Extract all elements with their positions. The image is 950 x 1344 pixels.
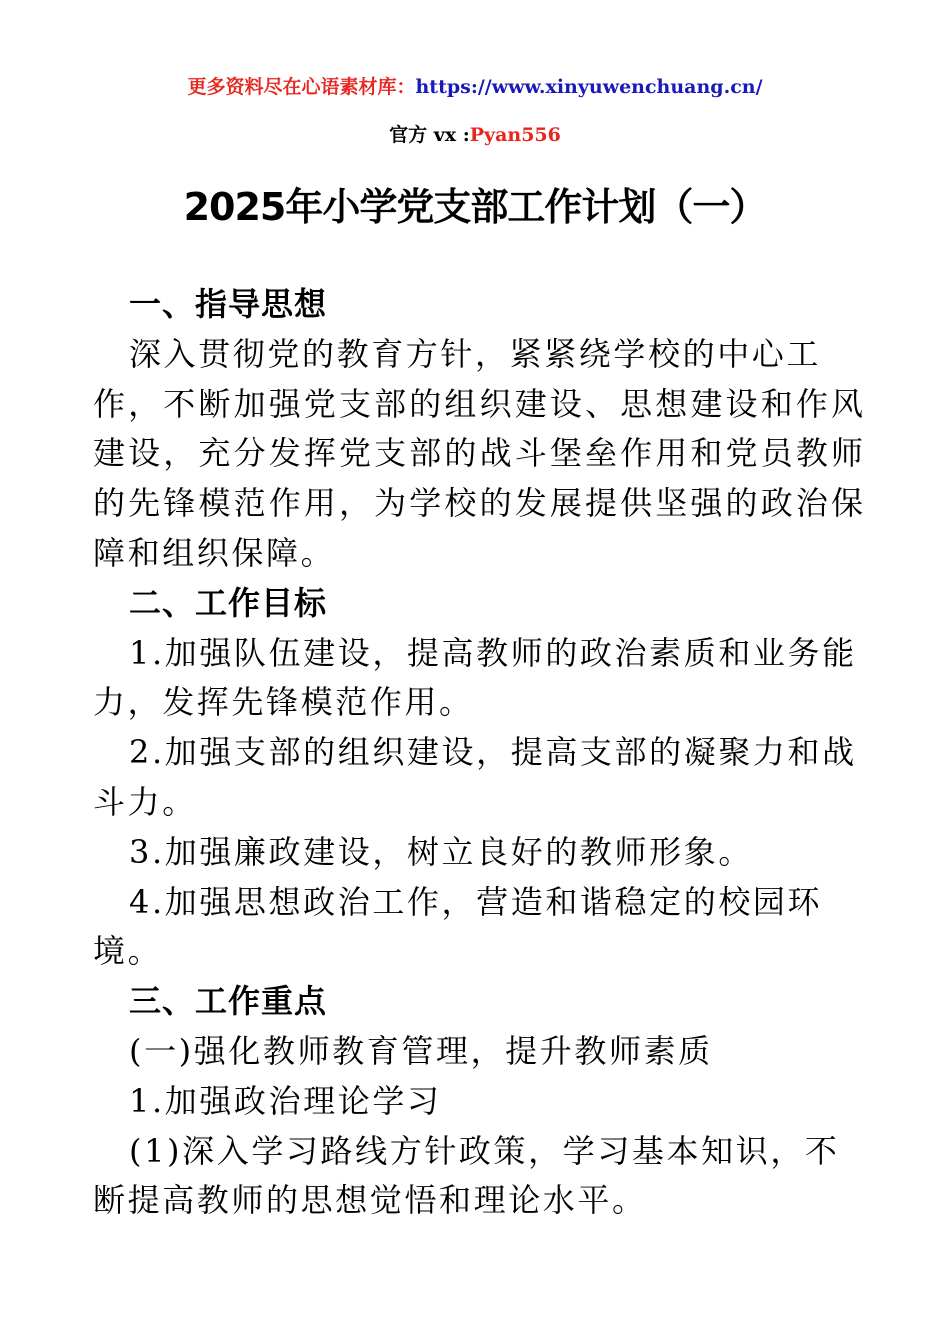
section-heading: 二、工作目标 <box>129 583 328 622</box>
paragraph-line: (一)强化教师教育管理，提升教师素质 <box>129 1031 713 1070</box>
paragraph-line: 3.加强廉政建设，树立良好的教师形象。 <box>129 832 753 871</box>
paragraph-line: 力，发挥先锋模范作用。 <box>93 683 474 722</box>
paragraph-line: (1)深入学习路线方针政策，学习基本知识，不 <box>129 1131 840 1170</box>
paragraph-line: 断提高教师的思想觉悟和理论水平。 <box>93 1181 647 1220</box>
paragraph-line: 建设，充分发挥党支部的战斗堡垒作用和党员教师 <box>93 434 863 473</box>
paragraph-line: 障和组织保障。 <box>93 533 336 572</box>
paragraph-line: 斗力。 <box>93 782 197 821</box>
wechat-id: Pyan556 <box>469 124 561 146</box>
section-heading: 一、指导思想 <box>129 285 328 323</box>
promo-label: 更多资料尽在心语素材库： <box>187 76 416 98</box>
paragraph-line: 4.加强思想政治工作，营造和谐稳定的校园环 <box>129 882 823 921</box>
document-body <box>93 280 863 1226</box>
document-title: 2025年小学党支部工作计划（一） <box>183 185 767 229</box>
paragraph-line: 2.加强支部的组织建设，提高支部的凝聚力和战 <box>129 733 857 772</box>
promo-link[interactable]: https://www.xinyuwenchuang.cn/ <box>415 76 763 98</box>
paragraph-line: 的先锋模范作用，为学校的发展提供坚强的政治保 <box>93 484 863 523</box>
paragraph-line: 1.加强队伍建设，提高教师的政治素质和业务能 <box>129 633 857 672</box>
wechat-label: 官方 vx : <box>389 124 470 146</box>
paragraph-line: 作，不断加强党支部的组织建设、思想建设和作风 <box>93 384 863 423</box>
paragraph-line: 深入贯彻党的教育方针，紧紧绕学校的中心工 <box>129 334 822 373</box>
promo-banner <box>0 72 950 99</box>
paragraph-line: 境。 <box>93 932 163 971</box>
paragraph-line: 1.加强政治理论学习 <box>129 1081 442 1120</box>
section-heading: 三、工作重点 <box>129 982 328 1021</box>
wechat-contact <box>0 120 950 147</box>
